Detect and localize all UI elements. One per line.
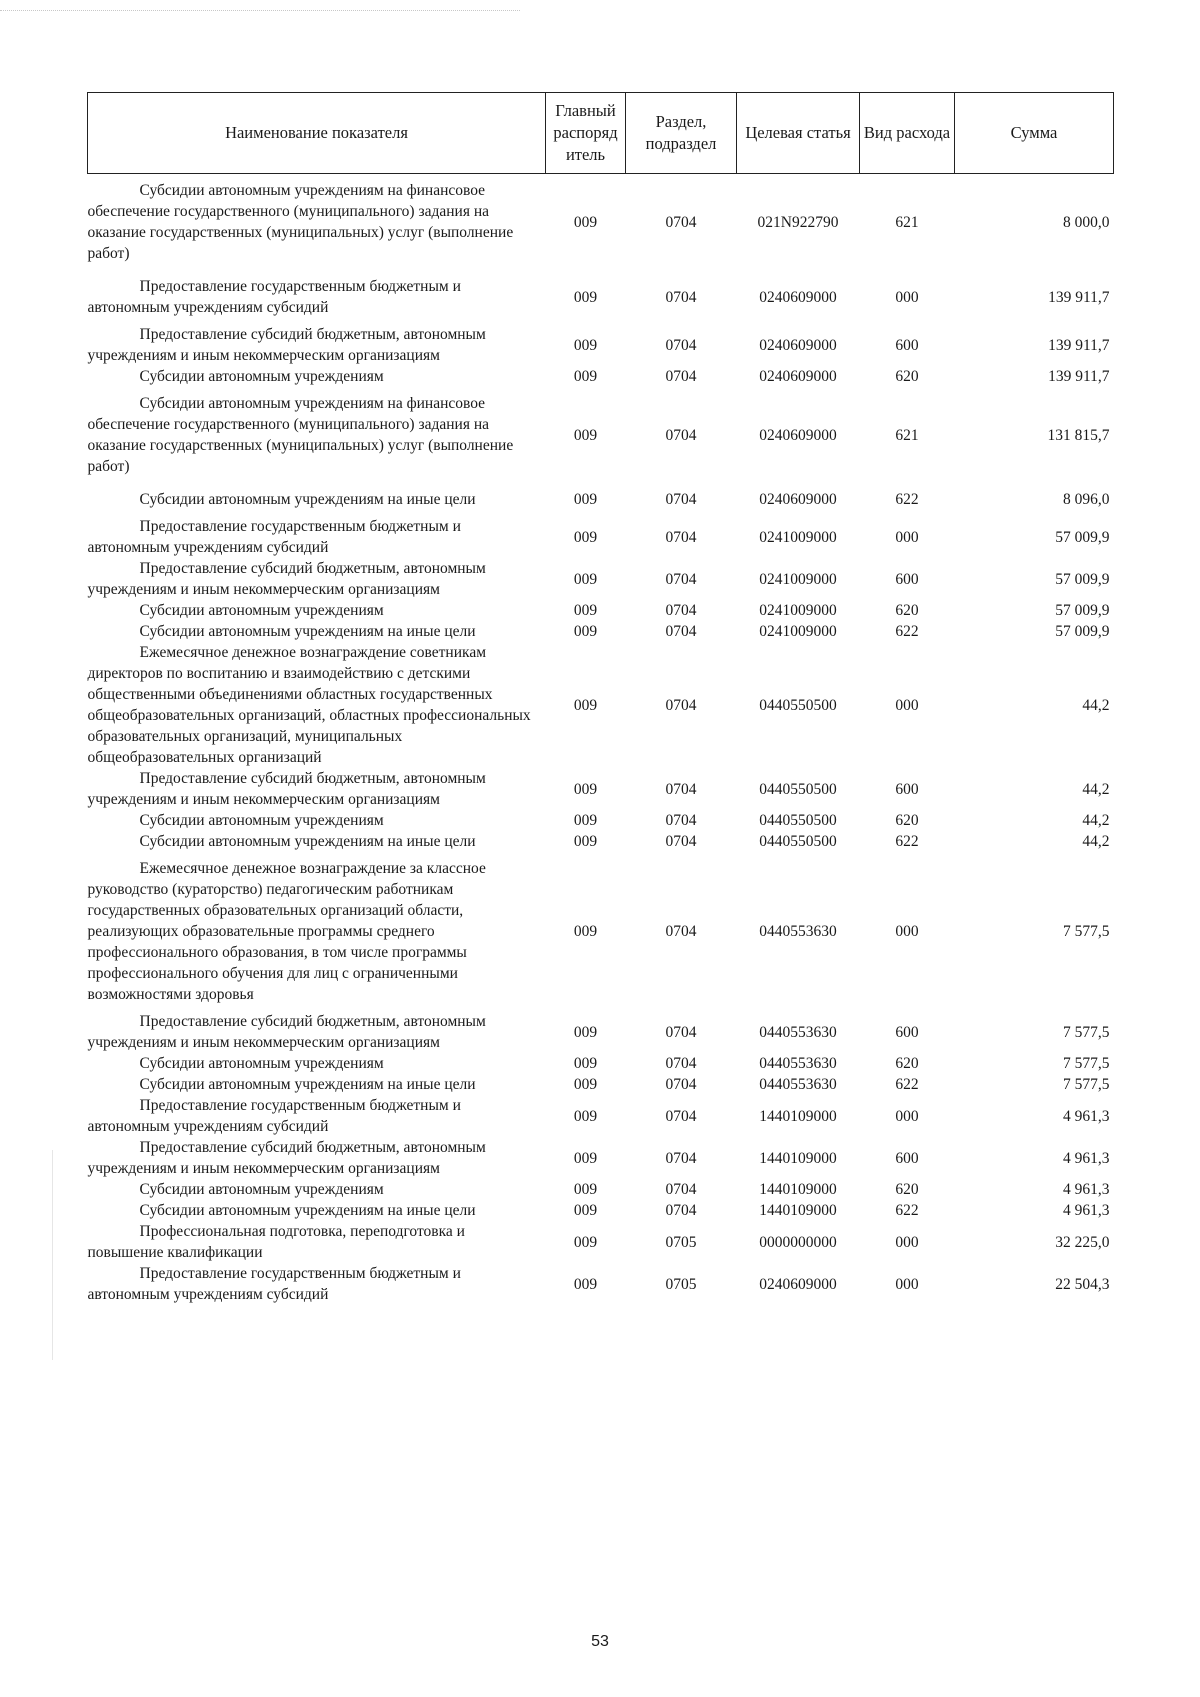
cell-section: 0705 — [665, 1275, 697, 1293]
cell-section: 0704 — [665, 923, 697, 940]
cell-article: 0440550500 — [759, 833, 837, 850]
table-row — [88, 1179, 1114, 1200]
cell-name: Ежемесячное денежное вознаграждение советникам директоров по воспитанию и взаимодействию с детскими общественными объединениями областных государственных общеобразовательных организаций, областных профессиональных образовательных организаций, муниципальных общеобразовательных организаций — [87, 644, 531, 766]
table-row — [88, 324, 1114, 366]
cell-sum: 44,2 — [1082, 780, 1110, 798]
table-row — [88, 810, 1114, 831]
cell-article: 0440550500 — [759, 812, 837, 829]
cell-vid: 620 — [895, 1055, 919, 1072]
cell-section: 0704 — [665, 570, 697, 588]
cell-sum: 7 577,5 — [1063, 923, 1110, 940]
table-row — [88, 1053, 1114, 1074]
cell-vid: 600 — [895, 570, 919, 588]
cell-grbs: 009 — [573, 780, 598, 798]
cell-section: 0704 — [665, 368, 697, 385]
cell-sum: 57 009,9 — [1055, 528, 1110, 546]
table-row — [88, 1200, 1114, 1221]
cell-name: Ежемесячное денежное вознаграждение за классное руководство (кураторство) педагогическим работникам государственных образовательных организаций области, реализующих образовательные программы среднего профессионального образования, в том числе программы профессионального обучения для лиц с ограниченными возможностями здоровья — [87, 860, 486, 1003]
table-row — [88, 270, 1114, 324]
cell-grbs: 009 — [573, 570, 598, 588]
cell-section: 0704 — [665, 780, 697, 798]
table-row — [88, 1137, 1114, 1179]
table-row — [88, 1263, 1114, 1305]
cell-grbs: 009 — [573, 1149, 598, 1167]
cell-section: 0704 — [665, 602, 697, 619]
cell-sum: 4 961,3 — [1063, 1107, 1110, 1125]
cell-name: Предоставление субсидий бюджетным, автономным учреждениям и иным некоммерческим организациям — [87, 770, 486, 808]
cell-section: 0704 — [665, 1149, 697, 1167]
cell-article: 1440109000 — [759, 1181, 837, 1198]
cell-vid: 620 — [895, 368, 919, 385]
cell-name: Предоставление субсидий бюджетным, автономным учреждениям и иным некоммерческим организациям — [87, 326, 486, 364]
cell-vid: 622 — [895, 833, 919, 850]
cell-sum: 139 911,7 — [1048, 336, 1110, 354]
cell-sum: 139 911,7 — [1048, 288, 1110, 306]
table-row — [88, 1011, 1114, 1053]
cell-article: 0440553630 — [759, 923, 837, 940]
cell-name: Предоставление субсидий бюджетным, автономным учреждениям и иным некоммерческим организациям — [87, 1139, 486, 1177]
cell-grbs: 009 — [573, 833, 598, 850]
cell-vid: 000 — [895, 288, 919, 306]
cell-article: 0240609000 — [759, 1275, 837, 1293]
header-grbs: Главный распоряд итель — [546, 93, 626, 174]
cell-name: Предоставление субсидий бюджетным, автономным учреждениям и иным некоммерческим организациям — [87, 560, 486, 598]
cell-section: 0704 — [665, 812, 697, 829]
cell-article: 0240609000 — [759, 368, 837, 385]
cell-section: 0704 — [665, 336, 697, 354]
table-row — [88, 558, 1114, 600]
cell-sum: 131 815,7 — [1047, 426, 1110, 444]
cell-vid: 620 — [895, 1181, 919, 1198]
cell-grbs: 009 — [573, 602, 598, 619]
table-body — [88, 174, 1114, 1306]
cell-section: 0704 — [665, 528, 697, 546]
table-row — [88, 852, 1114, 1011]
cell-section: 0704 — [665, 426, 697, 444]
cell-sum: 4 961,3 — [1063, 1149, 1110, 1167]
cell-section: 0704 — [665, 1055, 697, 1072]
cell-article: 1440109000 — [759, 1107, 837, 1125]
cell-name: Субсидии автономным учреждениям на иные цели — [139, 623, 476, 640]
cell-article: 0000000000 — [759, 1233, 837, 1251]
header-sum: Сумма — [955, 93, 1114, 174]
cell-name: Предоставление государственным бюджетным и автономным учреждениям субсидий — [87, 518, 461, 556]
cell-name: Предоставление государственным бюджетным и автономным учреждениям субсидий — [87, 278, 461, 316]
cell-sum: 7 577,5 — [1063, 1055, 1110, 1072]
cell-section: 0704 — [665, 1076, 697, 1093]
cell-name: Субсидии автономным учреждениям — [139, 1055, 384, 1072]
cell-grbs: 009 — [573, 1107, 598, 1125]
cell-article: 0241009000 — [759, 602, 837, 619]
cell-section: 0704 — [665, 833, 697, 850]
budget-table — [87, 92, 1114, 1305]
cell-vid: 621 — [895, 213, 919, 231]
cell-grbs: 009 — [573, 1233, 598, 1251]
cell-name: Профессиональная подготовка, переподготовка и повышение квалификации — [87, 1223, 465, 1261]
cell-grbs: 009 — [573, 426, 598, 444]
cell-grbs: 009 — [573, 1076, 598, 1093]
cell-name: Субсидии автономным учреждениям на финансовое обеспечение государственного (муниципального) задания на оказание государственных (муниципальных) услуг (выполнение работ) — [87, 395, 514, 475]
header-vid: Вид расхода — [860, 93, 955, 174]
header-article: Целевая статья — [737, 93, 860, 174]
cell-sum: 57 009,9 — [1055, 602, 1110, 619]
cell-name: Субсидии автономным учреждениям — [139, 812, 384, 829]
cell-article: 0440553630 — [759, 1023, 837, 1041]
cell-section: 0704 — [665, 1023, 697, 1041]
scan-margin-mark — [52, 1150, 53, 1360]
cell-name: Субсидии автономным учреждениям — [139, 368, 384, 385]
cell-vid: 000 — [895, 1107, 919, 1125]
cell-grbs: 009 — [573, 1275, 598, 1293]
cell-vid: 600 — [895, 1023, 919, 1041]
table-row — [88, 621, 1114, 642]
cell-sum: 22 504,3 — [1055, 1275, 1110, 1293]
cell-name: Субсидии автономным учреждениям на финансовое обеспечение государственного (муниципального) задания на оказание государственных (муниципальных) услуг (выполнение работ) — [87, 182, 514, 262]
table-row — [88, 1221, 1114, 1263]
cell-vid: 000 — [895, 923, 919, 940]
table-row — [88, 1095, 1114, 1137]
cell-article: 0440550500 — [759, 696, 837, 714]
cell-grbs: 009 — [573, 623, 598, 640]
cell-article: 1440109000 — [759, 1202, 837, 1219]
cell-article: 1440109000 — [759, 1149, 837, 1167]
cell-sum: 139 911,7 — [1048, 368, 1110, 385]
cell-sum: 4 961,3 — [1063, 1181, 1110, 1198]
cell-grbs: 009 — [573, 528, 598, 546]
cell-article: 0240609000 — [759, 491, 837, 508]
cell-article: 0241009000 — [759, 570, 837, 588]
cell-grbs: 009 — [573, 213, 598, 231]
cell-vid: 000 — [895, 528, 919, 546]
cell-name: Субсидии автономным учреждениям на иные цели — [139, 491, 476, 508]
cell-article: 0440553630 — [759, 1076, 837, 1093]
cell-grbs: 009 — [573, 1055, 598, 1072]
cell-grbs: 009 — [573, 288, 598, 306]
cell-grbs: 009 — [573, 812, 598, 829]
cell-vid: 600 — [895, 1149, 919, 1167]
cell-article: 021N922790 — [757, 213, 839, 231]
cell-vid: 600 — [895, 336, 919, 354]
cell-section: 0704 — [665, 213, 697, 231]
cell-sum: 8 000,0 — [1063, 213, 1110, 231]
cell-vid: 621 — [895, 426, 919, 444]
cell-name: Предоставление государственным бюджетным и автономным учреждениям субсидий — [87, 1097, 461, 1135]
table-row — [88, 174, 1114, 271]
cell-grbs: 009 — [573, 368, 598, 385]
cell-grbs: 009 — [573, 696, 598, 714]
cell-sum: 8 096,0 — [1063, 491, 1110, 508]
cell-name: Субсидии автономным учреждениям на иные цели — [139, 1202, 476, 1219]
cell-grbs: 009 — [573, 336, 598, 354]
cell-vid: 600 — [895, 780, 919, 798]
cell-section: 0704 — [665, 1181, 697, 1198]
table-row — [88, 600, 1114, 621]
table-row — [88, 642, 1114, 768]
cell-vid: 000 — [895, 1275, 919, 1293]
cell-name: Предоставление государственным бюджетным и автономным учреждениям субсидий — [87, 1265, 461, 1303]
cell-article: 0241009000 — [759, 528, 837, 546]
cell-article: 0240609000 — [759, 336, 837, 354]
table-row — [88, 366, 1114, 387]
table-header — [88, 93, 1114, 174]
cell-article: 0440550500 — [759, 780, 837, 798]
cell-grbs: 009 — [573, 1202, 598, 1219]
table-row — [88, 831, 1114, 852]
cell-name: Субсидии автономным учреждениям — [139, 602, 384, 619]
cell-name: Субсидии автономным учреждениям — [139, 1181, 384, 1198]
cell-vid: 622 — [895, 1076, 919, 1093]
cell-section: 0705 — [665, 1233, 697, 1251]
cell-name: Субсидии автономным учреждениям на иные цели — [139, 833, 476, 850]
scan-artifact-line — [0, 10, 520, 11]
table-row — [88, 1074, 1114, 1095]
cell-sum: 7 577,5 — [1063, 1023, 1110, 1041]
table-row — [88, 483, 1114, 516]
table-row — [88, 387, 1114, 483]
cell-sum: 44,2 — [1082, 696, 1110, 714]
table-row — [88, 768, 1114, 810]
cell-sum: 57 009,9 — [1055, 570, 1110, 588]
cell-article: 0241009000 — [759, 623, 837, 640]
cell-name: Субсидии автономным учреждениям на иные цели — [139, 1076, 476, 1093]
page-number: 53 — [591, 1633, 609, 1650]
cell-grbs: 009 — [573, 923, 598, 940]
cell-section: 0704 — [665, 288, 697, 306]
table-row — [88, 516, 1114, 558]
cell-article: 0440553630 — [759, 1055, 837, 1072]
cell-vid: 622 — [895, 1202, 919, 1219]
cell-sum: 44,2 — [1082, 833, 1110, 850]
cell-grbs: 009 — [573, 491, 598, 508]
cell-grbs: 009 — [573, 1181, 598, 1198]
cell-section: 0704 — [665, 1107, 697, 1125]
cell-article: 0240609000 — [759, 288, 837, 306]
cell-section: 0704 — [665, 1202, 697, 1219]
cell-section: 0704 — [665, 696, 697, 714]
cell-vid: 622 — [895, 491, 919, 508]
cell-vid: 000 — [895, 696, 919, 714]
header-name: Наименование показателя — [88, 93, 546, 174]
cell-sum: 57 009,9 — [1055, 623, 1110, 640]
cell-vid: 620 — [895, 812, 919, 829]
cell-sum: 7 577,5 — [1063, 1076, 1110, 1093]
header-section: Раздел, подраздел — [626, 93, 737, 174]
cell-section: 0704 — [665, 491, 697, 508]
cell-sum: 32 225,0 — [1055, 1233, 1110, 1251]
cell-vid: 622 — [895, 623, 919, 640]
cell-vid: 000 — [895, 1233, 919, 1251]
cell-sum: 44,2 — [1082, 812, 1110, 829]
cell-sum: 4 961,3 — [1063, 1202, 1110, 1219]
cell-article: 0240609000 — [759, 426, 837, 444]
cell-name: Предоставление субсидий бюджетным, автономным учреждениям и иным некоммерческим организациям — [87, 1013, 486, 1051]
cell-grbs: 009 — [573, 1023, 598, 1041]
cell-vid: 620 — [895, 602, 919, 619]
cell-section: 0704 — [665, 623, 697, 640]
